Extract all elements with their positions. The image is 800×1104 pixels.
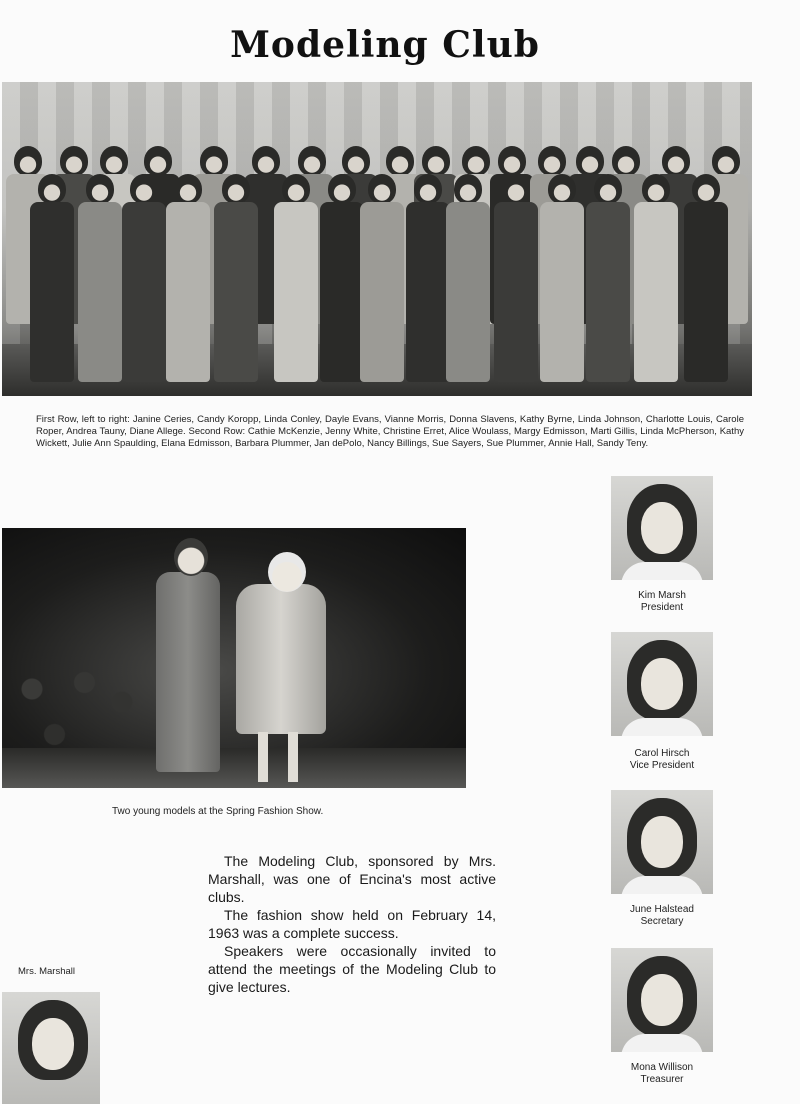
- page-title: Modeling Club: [230, 24, 540, 66]
- collar: [621, 718, 703, 736]
- officer-portrait-president: [611, 476, 713, 580]
- officer-title: President: [640, 602, 684, 613]
- club-description: [208, 852, 496, 996]
- officer-portrait-secretary: [611, 790, 713, 894]
- sponsor-label: Mrs. Marshall: [18, 966, 76, 977]
- fashion-show-caption: Two young models at the Spring Fashion Show.: [112, 806, 324, 817]
- face: [32, 1018, 74, 1070]
- audience: [2, 650, 152, 780]
- group-photo: [2, 82, 752, 396]
- paragraph: Speakers were occasionally invited to attend the meetings of the Modeling Club to give lectures.: [208, 943, 496, 995]
- officer-title: Vice President: [629, 760, 695, 771]
- boy-model: [156, 572, 220, 772]
- face: [641, 658, 683, 710]
- officer-portrait-treasurer: [611, 948, 713, 1052]
- officer-name: Carol Hirsch: [634, 748, 690, 759]
- girl-model-legs: [250, 732, 306, 782]
- paragraph: The Modeling Club, sponsored by Mrs. Marshall, was one of Encina's most active clubs.: [208, 853, 496, 905]
- collar: [621, 562, 703, 580]
- group-photo-caption: First Row, left to right: Janine Ceries, Candy Koropp, Linda Conley, Dayle Evans, Vianne Morris, Donna Slavens, Kathy Byrne, Linda Johnson, Charlotte Louis, Carole Roper, Andrea Tauny, Diane Allege. Second Row: Cathie McKenzie, Jenny White, Christine Erret, Alice Woulass, Margy Edmisson, Marti Gillis, Linda McPherson, Kathy Wickett, Julie Ann Spaulding, Elana Edmisson, Barbara Plummer, Jan dePolo, Nancy Billings, Sue Sayers, Sue Plummer, Annie Hall, Sandy Teny.: [36, 414, 744, 449]
- girl-model: [236, 584, 326, 734]
- paragraph: The fashion show held on February 14, 1963 was a complete success.: [208, 907, 496, 941]
- officer-title: Treasurer: [640, 1074, 684, 1085]
- face: [641, 816, 683, 868]
- officer-name: June Halstead: [630, 904, 694, 915]
- face: [641, 502, 683, 554]
- sponsor-portrait: [2, 992, 100, 1104]
- boy-model-head: [174, 538, 208, 576]
- face: [641, 974, 683, 1026]
- officer-portrait-vice-president: [611, 632, 713, 736]
- officer-name: Kim Marsh: [638, 590, 686, 601]
- officer-title: Secretary: [640, 916, 684, 927]
- collar: [621, 1034, 703, 1052]
- girl-model-head: [268, 552, 306, 592]
- officer-name: Mona Willison: [630, 1062, 694, 1073]
- collar: [621, 876, 703, 894]
